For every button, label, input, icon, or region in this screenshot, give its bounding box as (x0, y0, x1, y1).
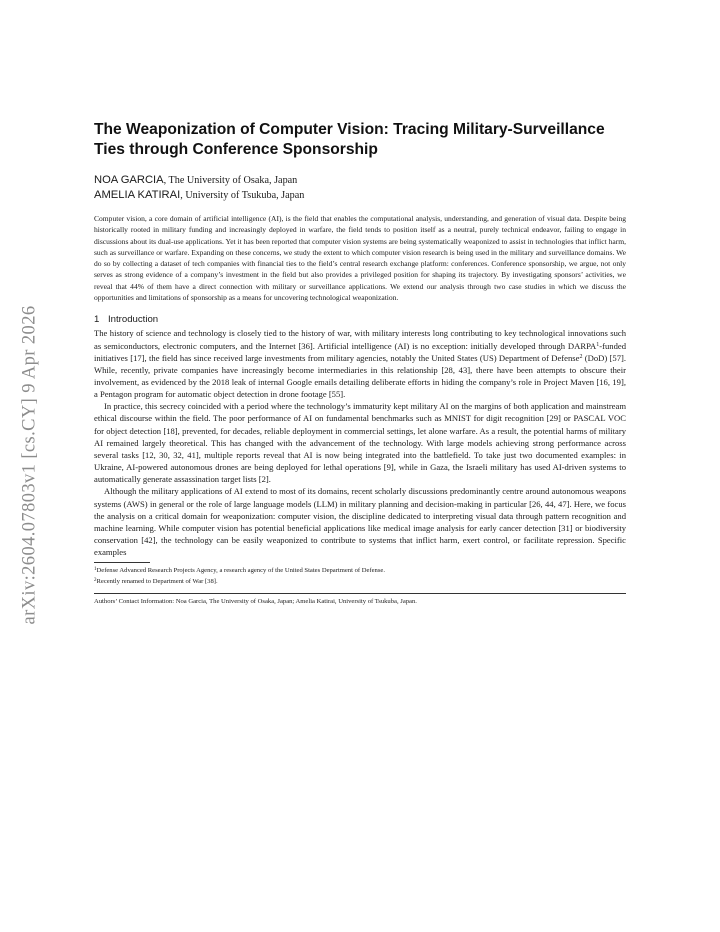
body-text (94, 327, 626, 558)
arxiv-identifier-text: arXiv:2604.07803v1 [cs.CY] 9 Apr 2026 (19, 305, 40, 625)
paper-content (94, 120, 626, 607)
footnote-ref: 1 (596, 341, 600, 348)
footnote-mark: 1 (94, 567, 97, 573)
author-name: NOA GARCIA (94, 174, 164, 186)
footnote-text: Defense Advanced Research Projects Agency, a research agency of the United States Department of Defense. (96, 567, 385, 575)
arxiv-identifier-stamp (4, 270, 56, 660)
author-entry (94, 173, 626, 188)
section-title: Introduction (108, 314, 159, 326)
footnote (94, 566, 626, 577)
paper-title: The Weaponization of Computer Vision: Tracing Military-Surveillance Ties through Conference Sponsorship (94, 121, 605, 158)
footnote-mark: 2 (94, 577, 97, 583)
section-heading (94, 313, 626, 327)
author-affiliation: , University of Tsukuba, Japan (180, 190, 305, 201)
abstract: Computer vision, a core domain of artificial intelligence (AI), is the field that enables the computational analysis, understanding, and generation of visual data. Despite being historically rooted in military funding and increasingly deployed in warfare, the field tends to position itself as a neutral, purely technical endeavor, failing to engage in discussions about its dual-use applications. Yet it has been reported that computer vision systems are being systematically weaponized to assist in technologies that inflict harm, such as surveillance or warfare. Expanding on these concerns, we study the extent to which computer vision research is being used in the military and surveillance domains. We do so by collecting a dataset of tech companies with financial ties to the field’s central research exchange platform: conferences. Conference sponsorship, we argue, not only serves as strong evidence of a company’s investment in the field but also provides a privileged position for shaping its trajectory. By investigating sponsors’ activities, we reveal that 44% of them have a direct connection with military or surveillance applications. We extend our analysis through two case studies in which we discuss the opportunities and limitations of sponsorship as a means for uncovering technological weaponization. (94, 214, 626, 303)
author-affiliation: , The University of Osaka, Japan (163, 175, 298, 186)
author-name: AMELIA KATIRAI (94, 189, 181, 201)
paragraph: In practice, this secrecy coincided with a period where the technology’s immaturity kept military AI on the margins of both application and mainstream ethical discourse within the field. The poor performance of AI on fundamental benchmarks such as MNIST for digit recognition [29] or PASCAL VOC for object detection [18], prevented, for decades, reliable deployment in commercial settings, let alone warfare. As a result, the potential harms of military AI remained largely theoretical. This has changed with the advancement of the technology. With large models achieving strong performance across several tasks [12, 30, 32, 41], multiple reports reveal that AI is now being integrated into the battlefield. To take just two documented examples: in Ukraine, AI-powered autonomous drones are being deployed for lethal operations [9], while in Gaza, the Israeli military has used AI-driven systems to automatically generate assassination target lists [2]. (94, 401, 626, 485)
paragraph-text: (DoD) [57]. While, recently, private companies have increasingly become intermediaries in this relationship [28, 43], there have been attempts to obscure their involvement, as evidenced by the 2018 leak of internal Google emails detailing deliberate efforts in hiding the company’s role in Project Maven [16, 19], a Pentagon program for automatic object detection in drone footage [55]. (94, 352, 626, 400)
section-number: 1 (94, 314, 100, 326)
author-contact-info: Authors’ Contact Information: Noa Garcia, The University of Osaka, Japan; Amelia Katirai, University of Tsukuba, Japan. (94, 598, 417, 606)
paragraph: Although the military applications of AI extend to most of its domains, recent scholarly discussions predominantly centre around autonomous weapons systems (AWS) in general or the role of large language models (LLM) in military planning and decision-making in particular [26, 44, 47]. Here, we focus the analysis on a critical domain for weaponization: computer vision, the discipline dedicated to interpreting visual data through pattern recognition and machine learning. While computer vision has potential beneficial applications like medical image analysis for early cancer detection [31] or biodiversity conservation [42], the technology can be easily weaponized to contribute to systems that inflict harm, exert control, or facilitate repression. Specific examples (94, 486, 626, 558)
footnote-text: Recently renamed to Department of War [38]. (96, 577, 218, 585)
paragraph (94, 327, 626, 400)
footnote-divider (94, 562, 150, 563)
footnotes (94, 566, 626, 587)
paragraph-text: The history of science and technology is closely tied to the history of war, with military interests long contributing to key technological innovations such as semiconductors, electronic computers, and the Internet [36]. Artificial intelligence (AI) is no exception: initially developed through DARPA (94, 328, 626, 351)
author-list (94, 173, 626, 203)
footnote (94, 577, 626, 588)
footnote-ref: 2 (579, 353, 583, 360)
paragraph-text: -funded initiatives [17], the field has since received large investments from military agencies, notably the United States (US) Department of Defense (94, 340, 626, 363)
contact-divider (94, 593, 626, 594)
author-entry (94, 188, 626, 203)
